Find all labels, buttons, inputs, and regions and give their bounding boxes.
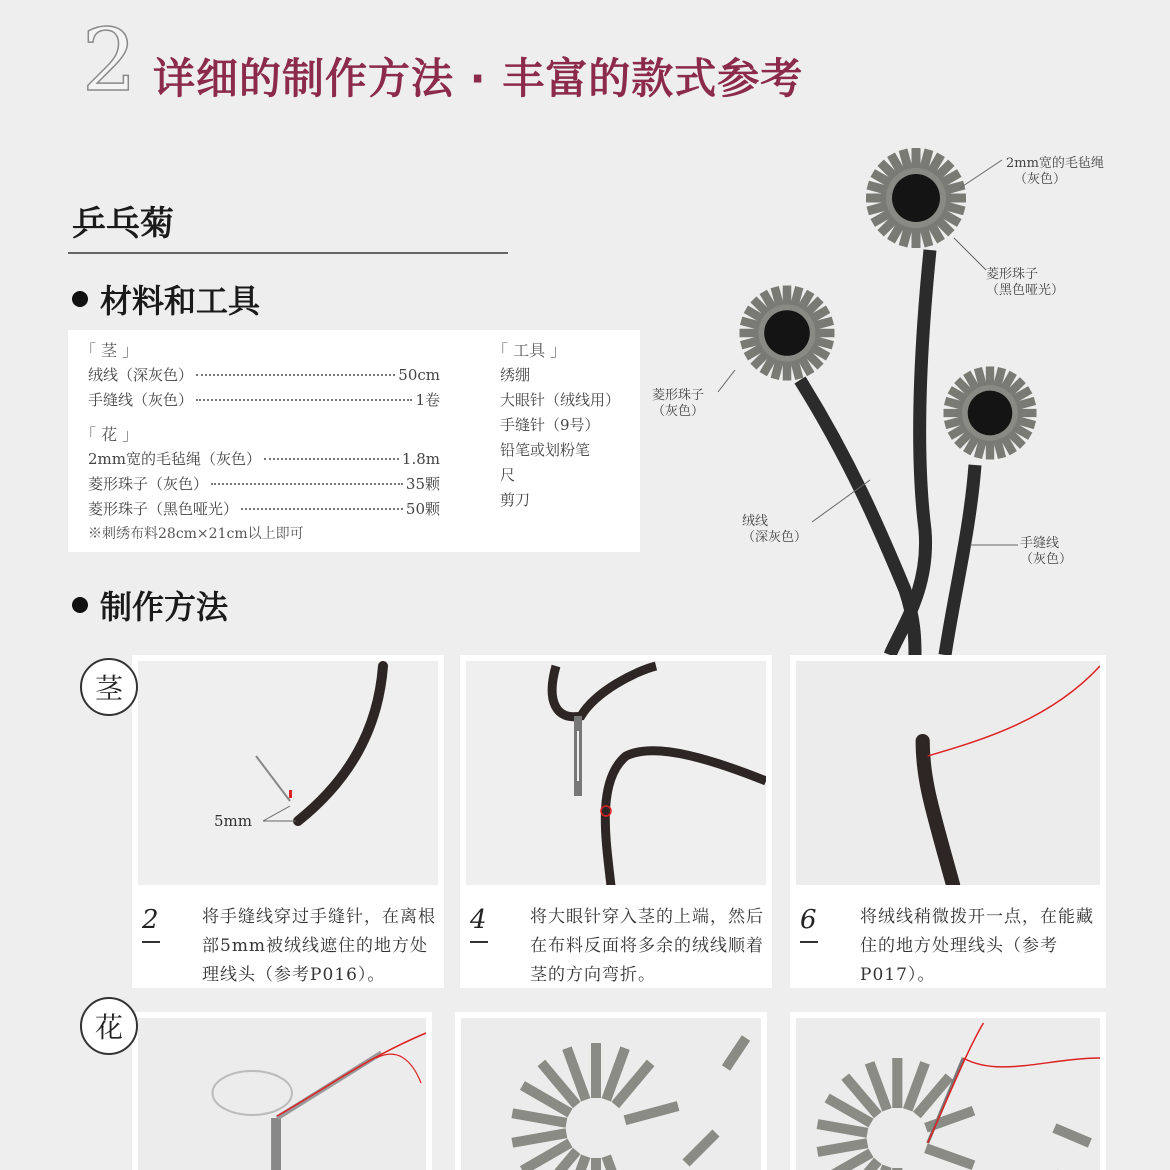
step-instruction: 将大眼针穿入茎的上端，然后在布料反面将多余的绒线顺着茎的方向弯折。 bbox=[530, 907, 764, 985]
method-heading-text: 制作方法 bbox=[100, 588, 229, 626]
dot-leader bbox=[211, 483, 403, 485]
material-item bbox=[80, 364, 440, 389]
step-instruction: 将绒线稍微拨开一点，在能藏住的地方处理线头（参考P017）。 bbox=[860, 907, 1094, 985]
pompom-flower-image bbox=[640, 130, 1140, 655]
step-photo bbox=[138, 1018, 426, 1170]
fabric-note: ※刺绣布料28cm×21cm以上即可 bbox=[88, 526, 304, 542]
flower-step-card-3 bbox=[790, 1012, 1106, 1170]
step-instruction: 将手缝线穿过手缝针，在离根部5mm被绒线遮住的地方处理线头（参考P016）。 bbox=[202, 907, 436, 985]
bullet-icon bbox=[72, 291, 88, 307]
callout-yarn: 绒线 （深灰色） bbox=[742, 514, 808, 545]
dot-leader bbox=[196, 399, 412, 401]
tool-item: 尺 bbox=[500, 466, 516, 484]
tool-item: 铅笔或划粉笔 bbox=[500, 441, 591, 459]
tool-item: 绣绷 bbox=[500, 366, 531, 384]
stem-badge: 茎 bbox=[80, 658, 138, 716]
flower-step-card-1 bbox=[132, 1012, 432, 1170]
callout-felt-cord: 2mm宽的毛毡绳 （灰色） bbox=[1006, 156, 1104, 187]
project-title: 乒乓菊 bbox=[72, 204, 174, 244]
tool-item: 大眼针（绒线用） bbox=[500, 391, 621, 409]
dot-leader bbox=[196, 374, 395, 376]
step-card-2 bbox=[132, 655, 444, 988]
title-divider bbox=[68, 252, 508, 254]
material-item bbox=[80, 498, 440, 523]
bullet-icon bbox=[72, 597, 88, 613]
step-number: 6 bbox=[800, 905, 817, 935]
tool-item: 手缝针（9号） bbox=[500, 416, 600, 434]
material-qty: 1.8m bbox=[401, 450, 440, 468]
step-photo bbox=[466, 661, 766, 885]
material-name: 菱形珠子（灰色） bbox=[88, 475, 209, 493]
step-number: 2 bbox=[142, 905, 159, 935]
material-qty: 50cm bbox=[398, 366, 440, 384]
group-label-tools: 「 工具 」 bbox=[492, 341, 567, 360]
material-qty: 1卷 bbox=[415, 391, 440, 409]
material-qty: 35颗 bbox=[405, 475, 440, 493]
materials-heading bbox=[72, 276, 260, 322]
chapter-number: 2 bbox=[82, 11, 137, 111]
flower-illustration bbox=[640, 130, 1140, 655]
materials-box bbox=[68, 330, 640, 552]
group-label-stem: 「 茎 」 bbox=[80, 341, 139, 360]
dot-leader bbox=[264, 458, 399, 460]
material-item bbox=[80, 448, 440, 473]
material-name: 绒线（深灰色） bbox=[88, 366, 194, 384]
material-name: 2mm宽的毛毡绳（灰色） bbox=[88, 450, 261, 468]
material-name: 手缝线（灰色） bbox=[88, 391, 194, 409]
chapter-title: 详细的制作方法 · 丰富的款式参考 bbox=[153, 54, 804, 103]
material-name: 菱形珠子（黑色哑光） bbox=[88, 500, 239, 518]
materials-list bbox=[80, 336, 440, 547]
tool-item: 剪刀 bbox=[500, 491, 531, 509]
svg-text:5mm: 5mm bbox=[214, 812, 252, 830]
step-photo bbox=[138, 661, 438, 885]
material-item bbox=[80, 473, 440, 498]
callout-black-beads: 菱形珠子 （黑色哑光） bbox=[986, 267, 1065, 298]
material-qty: 50颗 bbox=[405, 500, 440, 518]
step-card-6 bbox=[790, 655, 1106, 988]
callout-sewing-thread: 手缝线 （灰色） bbox=[1020, 536, 1073, 567]
step-photo bbox=[796, 1018, 1100, 1170]
step-card-4 bbox=[460, 655, 772, 988]
materials-heading-text: 材料和工具 bbox=[100, 282, 261, 320]
dot-leader bbox=[241, 508, 403, 510]
step-photo bbox=[461, 1018, 761, 1170]
step-photo bbox=[796, 661, 1100, 885]
material-item bbox=[80, 389, 440, 414]
step-number: 4 bbox=[470, 905, 487, 935]
method-heading bbox=[72, 582, 228, 628]
callout-gray-beads: 菱形珠子 （灰色） bbox=[652, 388, 705, 419]
tools-list bbox=[492, 336, 642, 514]
flower-badge: 花 bbox=[80, 997, 138, 1055]
flower-step-card-2 bbox=[455, 1012, 767, 1170]
group-label-flower: 「 花 」 bbox=[80, 425, 139, 444]
